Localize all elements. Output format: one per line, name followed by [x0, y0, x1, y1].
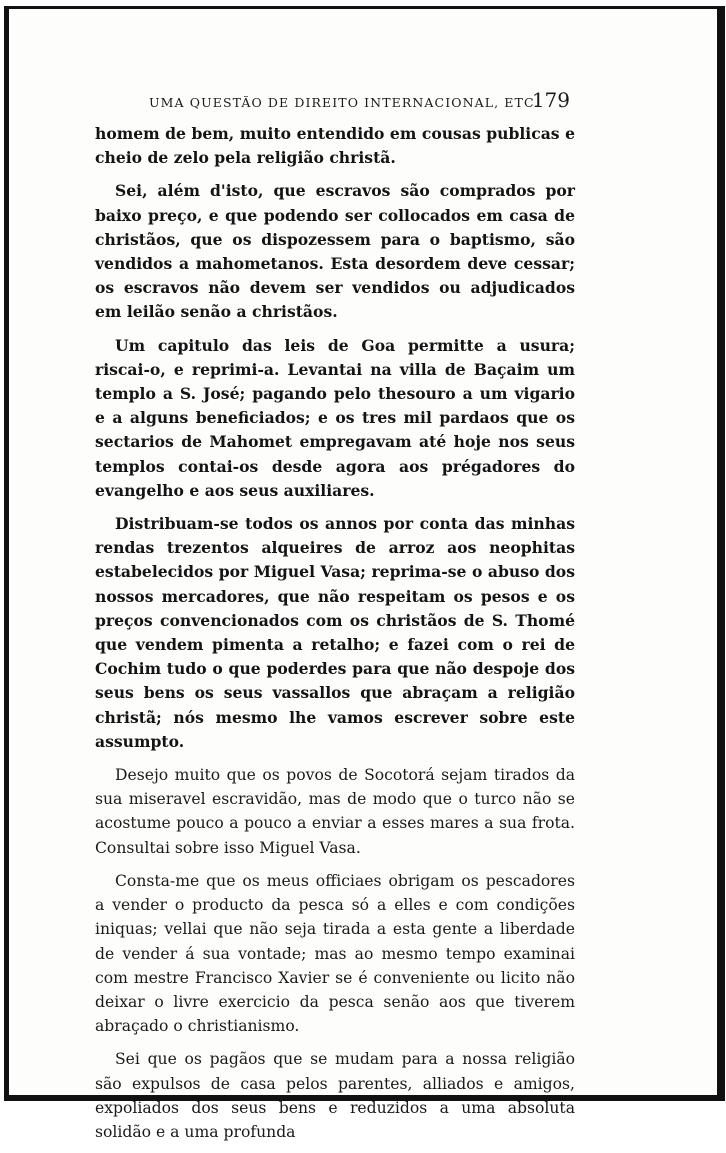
- paragraph-7: Sei que os pagãos que se mudam para a nossa religião são expulsos de casa pelos parentes, alliados e amigos, expoliados dos seus bens e reduzidos a uma absoluta solidão e a uma profunda: [95, 1050, 575, 1141]
- running-title: UMA QUESTÃO DE DIREITO INTERNACIONAL, ETC.: [149, 95, 540, 110]
- page-header: [95, 88, 575, 122]
- page-number: 179: [531, 88, 570, 112]
- paragraph-6: Consta-me que os meus officiaes obrigam os pescadores a vender o producto da pesca só a elles e com condições iniquas; vellai que não seja tirada a esta gente a liberdade de vender á sua vontade; mas ao mesmo tempo examinai com mestre Francisco Xavier se é conveniente ou licito não deixar o livre exercicio da pesca senão aos que tiverem abraçado o christianismo.: [95, 871, 575, 1036]
- book-page: [95, 88, 575, 1153]
- paragraph-5: Desejo muito que os povos de Socotorá sejam tirados da sua miseravel escravidão, mas de modo que o turco não se acostume pouco a pouco a enviar a esses mares a sua frota. Consultai sobre isso Miguel Vasa.: [95, 766, 575, 857]
- paragraph-4: Distribuam-se todos os annos por conta das minhas rendas trezentos alqueires de arroz aos neophitas estabelecidos por Miguel Vasa; reprima-se o abuso dos nossos mercadores, que não respeitam os pesos e os preços convencionados com os christãos de S. Thomé que vendem pimenta a retalho; e fazei com o rei de Cochim tudo o que poderdes para que não despoje dos seus bens os seus vassallos que abraçam a religião christã; nós mesmo lhe vamos escrever sobre este assumpto.: [95, 514, 575, 751]
- paragraph-1: homem de bem, muito entendido em cousas publicas e cheio de zelo pela religião christã.: [95, 124, 575, 168]
- paragraph-3: Um capitulo das leis de Goa permitte a usura; riscai-o, e reprimi-a. Levantai na villa de Baçaim um templo a S. José; pagando pelo thesouro a um vigario e a alguns beneficiados; e os tres mil pardaos que os sectarios de Mahomet empregavam até hoje nos seus templos contai-os desde agora aos prégadores do evangelho e aos seus auxiliares.: [95, 335, 575, 500]
- paragraph-2: Sei, além d'isto, que escravos são comprados por baixo preço, e que podendo ser collocados em casa de christãos, que os dispozessem para o baptismo, são vendidos a mahometanos. Esta desordem deve cessar; os escravos não devem ser vendidos ou adjudicados em leilão senão a christãos.: [95, 181, 575, 322]
- body-text: [95, 122, 575, 1144]
